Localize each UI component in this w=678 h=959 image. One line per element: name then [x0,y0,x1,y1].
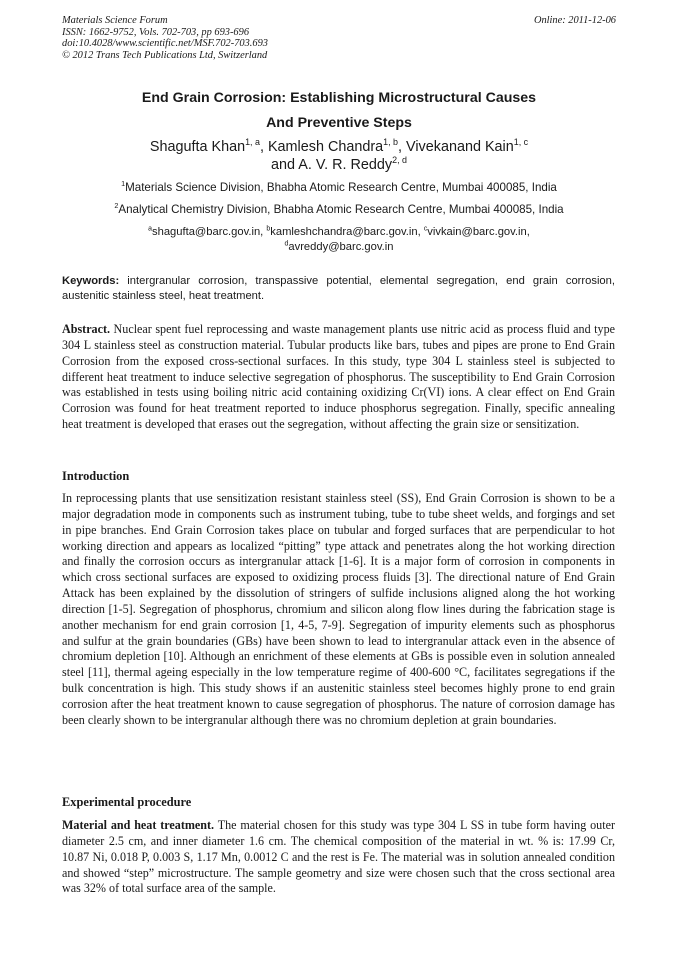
email-address: vivkain@barc.gov.in, [427,226,530,238]
email-address: avreddy@barc.gov.in [288,241,394,253]
keywords-text: intergranular corrosion, transpassive potential, elemental segregation, end grain corrosion, austenitic stainless steel, heat treatment. [62,275,615,302]
abstract-label: Abstract. [62,322,111,336]
author-affiliation-mark: 1, c [513,137,529,148]
author-separator: , [398,139,407,155]
affiliation-mark: 2 [114,201,119,211]
author-affiliation-mark: 1, b [383,137,399,148]
paper-title-line-1: End Grain Corrosion: Establishing Microstructural Causes [141,90,537,106]
author-separator: , [259,139,268,155]
email-mark: d [284,240,289,248]
author-name: Kamlesh Chandra [267,139,384,155]
abstract [62,322,615,433]
affiliation-text: Analytical Chemistry Division, Bhabha Atomic Research Centre, Mumbai 400085, India [118,203,564,216]
abstract-text: Nuclear spent fuel reprocessing and waste management plants use nitric acid as process fluid and type 304 L stainless steel as construction material. Tubular products like bars, tubes and pipes are prone to End Grain Corrosion from the exposed cross-sectional surfaces. In this study, type 304 L stainless steel is subjected to different heat treatment to induce selective segregation of phosphorus. The susceptibility to End Grain Corrosion was established in tests using boiling nitric acid containing oxidizing Cr(VI) ions. A clear effect on End Grain Corrosion was found for heat treatment reported to induce phosphorus segregation. Finally, specific annealing heat treatment is developed that erases out the segregation, without affecting the grain size or sensitization. [62,322,615,432]
doi-line: doi:10.4028/www.scientific.net/MSF.702-703.693 [62,38,268,50]
author-list-line-1 [62,139,616,155]
affiliation-mark: 1 [121,179,126,189]
experimental-heading: Experimental procedure [62,795,192,809]
email-line-2 [62,240,616,254]
introduction-heading: Introduction [62,469,130,483]
keywords [62,274,615,304]
subsection-text: The material chosen for this study was type 304 L SS in tube form having outer diameter 2.5 cm, and inner diameter 1.6 cm. The chemical composition of the material in wt. % is: 17.99 Cr, 10.87 Ni, 0.018 P, 0.003 S, 1.17 Mn, 0.0012 C and the rest is Fe. The material was in solution annealed condition and showed “step” microstructure. The sample geometry and size were chosen such that the cross sectional area was 32% of total surface area of the sample. [62,818,615,896]
author-name: A. V. R. Reddy [298,157,393,173]
email-mark: c [423,225,428,233]
material-heat-treatment-paragraph [62,818,615,897]
affiliation-text: Materials Science Division, Bhabha Atomic Research Centre, Mumbai 400085, India [125,181,557,194]
email-mark: a [148,225,152,233]
author-name: Shagufta Khan [149,139,246,155]
author-name: Vivekanand Kain [406,139,514,155]
email-address: kamleshchandra@barc.gov.in, [270,226,424,238]
author-conjunction: and [271,157,299,173]
online-date: Online: 2011-12-06 [533,15,616,26]
subsection-label: Material and heat treatment. [62,818,215,832]
issn-line: ISSN: 1662-9752, Vols. 702-703, pp 693-696 [62,26,250,38]
affiliation-1 [62,181,616,194]
affiliation-2 [62,203,616,216]
author-affiliation-mark: 2, d [392,155,407,166]
email-address: shagufta@barc.gov.in, [152,226,267,238]
email-mark: b [266,225,271,233]
keywords-label: Keywords: [62,275,120,287]
copyright-line: © 2012 Trans Tech Publications Ltd, Switzerland [62,49,268,61]
author-list-line-2 [62,157,616,173]
journal-name: Materials Science Forum [62,15,168,26]
author-affiliation-mark: 1, a [245,137,260,148]
introduction-text: In reprocessing plants that use sensitization resistant stainless steel (SS), End Grain Corrosion is shown to be a major degradation mode in components such as instrument tubing, tube to tube sheet welds, and forgings and set in pipe branches. End Grain Corrosion takes place on tubular and forged surfaces that are perpendicular to hot working direction and appears as localized “pitting” type attack and penetrates along the hot working direction and finally the corrosion occurs as intergranular attack [1-6]. It is a major form of corrosion in components in which cross sectional surfaces are exposed to oxidizing process fluids [3]. The directional nature of End Grain Attack has been explained by the dissolution of stringers of sulfide inclusions aligned along the hot working direction [1-5]. Segregation of phosphorus, chromium and silicon along flow lines during the fabrication stage is another mechanism for end grain corrosion [1, 4-5, 7-9]. Segregation of impurity elements such as phosphorus and sulfur at the grain boundaries (GBs) have been shown to lead to intergranular attack even in the absence of chromium depletion [10]. Although an enrichment of these elements at GBs is possible even in solution annealed steel [11], thermal ageing especially in the low temperature regime of 400-600 °C, facilitates segregations if the bulk concentration is high. This study shows if an austenitic stainless steel becomes highly prone to end grain corrosion after the heat treatment known to cause segregation of phosphorus. The nature of corrosion damage has been clearly shown to be intergranular although there was no chromium depletion at grain boundaries. [62,491,615,727]
paper-title-line-2: And Preventive Steps [266,115,412,131]
email-line-1 [62,225,616,239]
journal-header [62,15,268,61]
